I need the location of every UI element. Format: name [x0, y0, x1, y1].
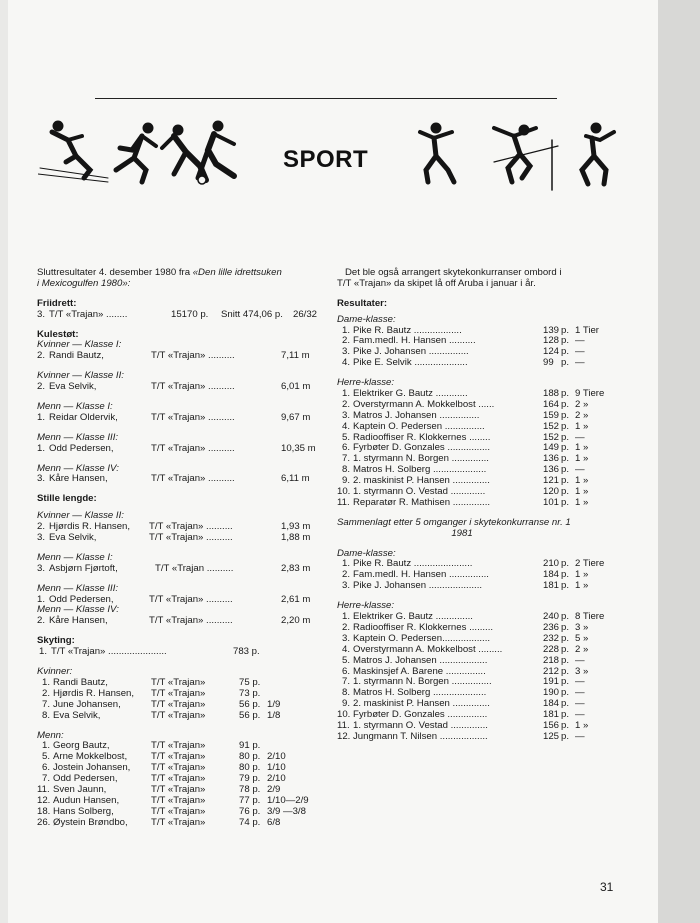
- menn-results: [37, 741, 327, 828]
- herre-klasse-heading-2: Herre-klasse:: [337, 600, 395, 612]
- dame-results-2: [337, 559, 627, 592]
- result-row: 1. Reidar Oldervik, T/T «Trajan» .......... 9,67 m: [37, 411, 311, 423]
- friidrett-row: 3. T/T «Trajan» ........ 15170 p. Snitt 474,06 p. 26/32: [37, 308, 318, 320]
- class-label: Kvinner — Klasse II:: [37, 370, 124, 382]
- result-row: 11. Reparatør R. Mathisen .............. 101 p. 1 »: [337, 496, 589, 508]
- result-row: 11. Sven Jaunn, T/T «Trajan» 78 p. 2/9: [37, 783, 281, 795]
- result-row: 10. Fyrbøter D. Gonzales ............... 181 p. —: [337, 709, 585, 721]
- class-label: Kvinner — Klasse I:: [37, 339, 122, 351]
- kvinner-heading: Kvinner:: [37, 666, 73, 678]
- long-jumper-figure: [38, 121, 108, 182]
- result-row: 2. Fam.medl. H. Hansen ............... 184 p. 1 »: [342, 569, 589, 581]
- result-row: 6. Jostein Johansen, T/T «Trajan» 80 p. 1/10: [42, 762, 286, 774]
- top-rule: [95, 98, 557, 99]
- result-row: 1. Pike R. Bautz .................. 139 p. 1 Tier: [342, 324, 599, 336]
- result-row: 7. 1. styrmann N. Borgen .............. 136 p. 1 »: [342, 453, 589, 465]
- result-row: 2. Hjørdis R. Hansen, T/T «Trajan» 73 p.: [42, 687, 261, 699]
- resultater-heading: Resultater:: [337, 297, 388, 309]
- result-row: 1. Pike R. Bautz ...................... 210 p. 2 Tiere: [342, 558, 605, 570]
- result-row: 5. Arne Mokkelbost, T/T «Trajan» 80 p. 2/10: [42, 751, 286, 763]
- result-row: 4. Overstyrmann A. Mokkelbost ......... 228 p. 2 »: [342, 643, 589, 655]
- result-row: 9. 2. maskinist P. Hansen .............. 184 p. —: [342, 698, 585, 710]
- result-row: 6. Fyrbøter D. Gonzales ................ 149 p. 1 »: [342, 442, 589, 454]
- dame-klasse-heading: Dame-klasse:: [337, 313, 396, 325]
- result-row: 12. Audun Hansen, T/T «Trajan» 77 p. 1/10—2/9: [37, 794, 309, 806]
- result-row: 3. Pike J. Johansen .................... 181 p. 1 »: [342, 580, 589, 592]
- sammenlagt-line-1: Sammenlagt etter 5 omganger i skytekonkurranse nr. 1: [337, 516, 571, 528]
- result-row: 2. Randi Bautz, T/T «Trajan» .......... 7,11 m: [37, 350, 310, 362]
- class-label: Menn — Klasse IV:: [37, 604, 119, 616]
- intro-line-2: i Mexicogulfen 1980»:: [37, 277, 131, 289]
- result-row: 1. Elektriker G. Bautz .............. 240 p. 8 Tiere: [342, 611, 605, 623]
- result-row: 3. Matros J. Johansen ............... 159 p. 2 »: [342, 409, 589, 421]
- page-number: 31: [600, 880, 614, 894]
- dame-results: [337, 326, 627, 370]
- section-title: SPORT: [283, 146, 369, 173]
- result-row: 18. Hans Solberg, T/T «Trajan» 76 p. 3/9 —3/8: [37, 805, 306, 817]
- result-row: 3. Kåre Hansen, T/T «Trajan» .......... 6,11 m: [37, 473, 310, 485]
- result-row: 12. Jungmann T. Nilsen .................. 125 p. —: [337, 730, 585, 742]
- sammenlagt-line-2: 1981: [451, 527, 473, 539]
- result-row: 7. June Johansen, T/T «Trajan» 56 p. 1/9: [42, 698, 281, 710]
- page-edge: [658, 0, 700, 923]
- kvinner-results: [37, 678, 327, 722]
- class-label: Menn — Klasse IV:: [37, 462, 119, 474]
- menn-heading: Menn:: [37, 729, 64, 741]
- class-label: Menn — Klasse III:: [37, 582, 119, 594]
- result-row: 2. Hjørdis R. Hansen, T/T «Trajan» .......... 1,93 m: [37, 521, 311, 533]
- result-row: 3. Asbjørn Fjørtoft, T/T «Trajan .......... 2,83 m: [37, 562, 311, 574]
- high-jumper-figure: [494, 125, 558, 190]
- result-row: 1. Odd Pedersen, T/T «Trajan» .......... 10,35 m: [37, 442, 316, 454]
- intro-line-1: Sluttresultater 4. desember 1980 fra «Den lille idrettsuken: [37, 267, 282, 278]
- result-row: 10. 1. styrmann O. Vestad ............. 120 p. 1 »: [337, 486, 589, 498]
- result-row: 2. Kåre Hansen, T/T «Trajan» .......... 2,20 m: [37, 615, 311, 627]
- result-row: 9. 2. maskinist P. Hansen .............. 121 p. 1 »: [342, 475, 589, 487]
- shot-putter-figure: [420, 123, 454, 182]
- result-row: 6. Maskinsjef A. Barene ............... 212 p. 3 »: [342, 665, 589, 677]
- result-row: 7. 1. styrmann N. Borgen ............... 191 p. —: [342, 676, 585, 688]
- result-row: 26. Øystein Brøndbo, T/T «Trajan» 74 p. 6/8: [37, 816, 281, 828]
- kulestot-results: [37, 340, 327, 494]
- result-row: 8. Eva Selvik, T/T «Trajan» 56 p. 1/8: [42, 709, 281, 721]
- runner-figure: [116, 123, 156, 182]
- class-label: Menn — Klasse I:: [37, 551, 113, 563]
- left-column: [37, 268, 327, 829]
- result-row: 5. Radiooffiser R. Klokkernes ........ 152 p. —: [342, 431, 585, 443]
- skyting-team-row: 1. T/T «Trajan» ...................... 783 p.: [39, 646, 260, 658]
- result-row: 1. Elektriker G. Bautz ............ 188 p. 9 Tiere: [342, 388, 605, 400]
- class-label: Menn — Klasse III:: [37, 431, 119, 443]
- result-row: 5. Matros J. Johansen .................. 218 p. —: [342, 654, 585, 666]
- footballers-figure: [162, 121, 234, 184]
- result-row: 11. 1. styrmann O. Vestad .............. 156 p. 1 »: [337, 719, 589, 731]
- herre-results: [337, 389, 627, 509]
- result-row: 3. Pike J. Johansen ............... 124 p. —: [342, 346, 585, 358]
- stille-lengde-heading: Stille lengde:: [37, 493, 97, 505]
- result-row: 8. Matros H. Solberg .................... 136 p. —: [342, 464, 585, 476]
- result-row: 4. Pike E. Selvik .................... 99 p. —: [342, 357, 585, 369]
- skyting-heading: Skyting:: [37, 635, 75, 647]
- result-row: 1. Georg Bautz, T/T «Trajan» 91 p.: [42, 740, 261, 752]
- right-intro-1: Det ble også arrangert skytekonkurranser ombord i: [345, 267, 562, 278]
- result-row: 2. Fam.medl. H. Hansen .......... 128 p. —: [342, 335, 585, 347]
- dame-klasse-heading-2: Dame-klasse:: [337, 547, 396, 559]
- result-row: 3. Eva Selvik, T/T «Trajan» .......... 1,88 m: [37, 532, 311, 544]
- result-row: 7. Odd Pedersen, T/T «Trajan» 79 p. 2/10: [42, 773, 286, 785]
- discus-thrower-figure: [582, 123, 614, 184]
- result-row: 2. Radiooffiser R. Klokkernes ......... 236 p. 3 »: [342, 621, 589, 633]
- herre-klasse-heading: Herre-klasse:: [337, 377, 395, 389]
- result-row: 3. Kaptein O. Pedersen.................. 232 p. 5 »: [342, 632, 589, 644]
- result-row: 1. Odd Pedersen, T/T «Trajan» .......... 2,61 m: [37, 593, 311, 605]
- kulestot-heading: Kulestøt:: [37, 328, 79, 340]
- result-row: 4. Kaptein O. Pedersen ............... 152 p. 1 »: [342, 420, 589, 432]
- result-row: 2. Eva Selvik, T/T «Trajan» .......... 6,01 m: [37, 381, 311, 393]
- result-row: 8. Matros H. Solberg .................... 190 p. —: [342, 687, 585, 699]
- friidrett-heading: Friidrett:: [37, 297, 77, 309]
- result-row: 2. Overstyrmann A. Mokkelbost ...... 164 p. 2 »: [342, 398, 589, 410]
- class-label: Menn — Klasse I:: [37, 401, 113, 413]
- right-column: [337, 268, 627, 743]
- right-intro-2: T/T «Trajan» da skipet lå off Aruba i januar i år.: [337, 277, 536, 289]
- result-row: 1. Randi Bautz, T/T «Trajan» 75 p.: [42, 676, 261, 688]
- class-label: Kvinner — Klasse II:: [37, 510, 124, 522]
- herre-results-2: [337, 612, 627, 743]
